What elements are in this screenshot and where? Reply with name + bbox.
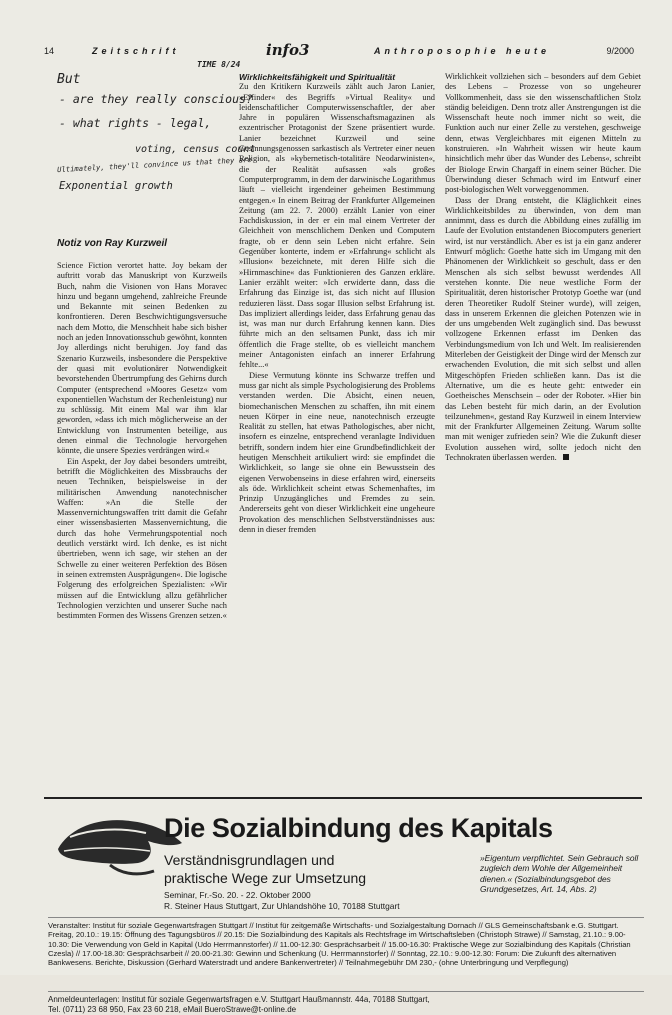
header-left-text: Zeitschrift <box>92 46 180 56</box>
magazine-logo: info3 <box>266 41 310 59</box>
section-subtitle: Wirklichkeitsfähigkeit und Spiritualität <box>239 72 396 82</box>
ad-quote <box>480 853 640 895</box>
ad-quote-text: »Eigentum verpflichtet. Sein Gebrauch soll zugleich dem Wohle der Allgemeinheit dienen.« (Sozialbindungsgebot des Grundgesetzes, Art. 14, Abs. 2) <box>480 853 639 895</box>
note-line: - are they really conscious? <box>59 92 253 106</box>
middle-column <box>239 72 435 535</box>
paragraph: Ein Aspekt, der Joy dabei besonders umtreibt, betrifft die Möglichkeiten des Missbrauchs der neuen Techniken, beispielsweise in der militärischen Anwendung nanotechnischer Waffen: »An die Stelle der Massenvernichtungswaffen tritt damit die Gefahr einer wissensbasierten Massenvernichtung, die durch das hohe Vermehrungspotential noch deutlich verstärkt wird. Ich denke, es ist nicht übertrieben, wenn ich sage, wir stehen an der Schwelle zu einer weiteren Perfektion des Bösen in seinen extremsten Ausprägungen«. Die logische Folgerung des erfolgreichen Spezialisten: »Wir müssen auf die Entwicklung allzu gefährlicher Technologien verzichten und unserer Suche nach bestimmten Formen des Wissens Grenzen setzen.« <box>57 456 227 621</box>
page-header <box>44 41 634 60</box>
note-line: Ultimately, they'll convince us that they are <box>56 154 252 175</box>
ad-contact-line: Anmeldeunterlagen: Institut für soziale Gegenwartsfragen e.V. Stuttgart Haußmannstr. 44a, 70188 Stuttgart, <box>48 995 430 1004</box>
ad-location: R. Steiner Haus Stuttgart, Zur Uhlandshöhe 10, 70188 Stuttgart <box>164 900 400 911</box>
note-line: But <box>57 72 81 87</box>
advertisement <box>44 797 642 1014</box>
ad-contact-line: Tel. (0711) 23 68 950, Fax 23 60 218, eMail BueroStrawe@t-online.de <box>48 1005 297 1014</box>
header-right-text: Anthroposophie heute <box>374 46 550 56</box>
paragraph <box>445 196 641 464</box>
page-number: 14 <box>44 46 55 56</box>
paragraph-text: Dass der Drang entsteht, die Kläglichkeit eines Wirklichkeitsbildes zu überwinden, von dem man annimmt, dass es durch die Abbildung eines zufällig im Laufe der Evolution entstandenen Biocomputers generiert wird, ist nur verständlich. Aber es ist ja ein ganz anderer Entwurf möglich: Goethe hatte sich im Umgang mit den Phänomenen der Wirklichkeit so geschult, dass er den Menschen als sich selbst bewusst werdendes All verstehen konnte. Die neue westliche Form der Spiritualität, deren historischer Prototyp Goethe war (und deren Theoretiker Rudolf Steiner wurde), will zeigen, dass in unserem Erkennen die gleichen Potenzen wie in der uns umgebenden Welt zugänglich sind. Das bewusst vollzogene Erkennen erfasst im Denken das Verbindungsmedium von Ich und Welt. Im realisierenden Miterleben der Geistigkeit der Dinge wird der Mensch zur erwachenden Evolution, die mit sich selbst und allen Mitgeschöpfen Frieden schließen kann. Das ist die Alternative, um die es heute geht: entweder ein Goetheisches Menschsein – oder der Roboter. »Hier bin das Leben besteht für mich darin, an der Evolution teilzunehmen«, gestand Ray Kurzweil in einem Interview mit der Frankfurter Allgemeinen Zeitung. Warum sollte man mit weniger zufrieden sein? Wie die Zukunft dieser Evolution aussehen wird, sollte jedoch nicht den Technokraten überlassen werden. <box>445 195 641 462</box>
paragraph: Wirklichkeit vollziehen sich – besonders auf dem Gebiet des Lebens – Prozesse von so ungeheurer Vollkommenheit, dass sie den wissenschaftlichen Stolz ständig beleidigen. Denn trotz aller Anstrengungen ist die Wissenschaft heute noch immer nicht so weit, die Funktion auch nur einer Zelle zu verstehen, geschweige denn, etwas Vergleichbares mit eigenen Mitteln zu konstruieren. »In Wahrheit wissen wir heute kaum hinsichtlich mehr über das Wunder des Lebens«, schreibt der Biologe Erwin Chargaff in einem seiner Bücher. Die Überwindung dieser Schmach wird im Entwurf einer post-biologischen Welt vorweggenommen. <box>445 72 641 195</box>
note-corner-text: TIME 8/24 <box>197 60 241 69</box>
paragraph: Diese Vermutung könnte ins Schwarze treffen und muss gar nicht als simple Psychologisierung des Problems verstanden werden. Die Absicht, einen neuen, biomechanischen Menschen zu schaffen, ihn mit einem neuen Körper in eine neue, nanotechnisch erzeugte Realität zu stellen, hat etwas Pathologisches, aber nicht, insofern es einzelne, entsprechend veranlagte Individuen betrifft, sondern indem hier eine Grundbefindlichkeit der heutigen Menschheit artikuliert wird: sie empfindet die Wirklichkeit, so lange sie ohne ein Bewusstsein des eigenen Verwobenseins in diese erfahren wird, einerseits als öde. Wirklichkeit scheint etwas Schemenhaftes, im Prinzip Unzugängliches und Fremdes zu sein. Andererseits geht von dieser Wirklichkeit eine ungeheure Provokation des menschlichen Selbstverständnisses aus: denn in dieser fremden <box>239 370 435 535</box>
ad-subtitle <box>164 851 366 887</box>
paragraph: Science Fiction verortet hatte. Joy bekam der auftritt vorab das Manuskript von Kurzweils Buch, nahm die Visionen von Hans Moravec hinzu und begann umgehend, zahlreiche Freunde und Bekannte mit seinen Bedenken zu konfrontieren. Deren Beschwichtigungsversuche nach dem Motto, die Menschheit habe sich bisher noch an jeden Innovationsschub gewöhnt, konnten Joy allerdings nicht beruhigen. Joy fand das Szenario Kurzweils, insbesondere die Perspektive der quasi mit evolutionärer Notwendigkeit bevorstehenden Übertrumpfung des Gehirns durch Computer (entsprechend »Moores Gesetz« vom exponentiellen Wachstum der Rechenleistung) nur zu schlüssig. Mit einem Mal war ihm klar geworden, »dass ich mich möglicherweise an der Entwicklung von Instrumenten beteilige, aus denen einmal die Technologie hervorgehen könnte, die unsere Spezies verdrängen wird.« <box>57 261 227 456</box>
issue-number: 9/2000 <box>606 46 634 56</box>
ad-program: Veranstalter: Institut für soziale Gegenwartsfragen Stuttgart // Institut für zeitgemäße Wirtschafts- und Sozialgestaltung Dornach // GLS Gemeinschaftsbank e.G. Stuttgart. Freitag, 20.10.: 19.15: Öffnung des Tagungsbüros // 20.15: Die Sozialbindung des Kapitals als Rechtsfrage im Wirtschaftsleben (Christoph Strawe) // Samstag, 21.10.: 9.00-10.30: Die Verwendung von Geld in Kapital (Udo Herrmannstorfer) // 11.00-12.30: Gesprächsarbeit // 15.00-16.30: Praktische Wege zur Sozialbindung des Kapitals (Christian Czesla) // 17.00-18.30: Gesprächsarbeit // 20.00-21.30: Gewinn und Schenkung (U. Herrmannstorfer) // Sonntag, 22.10.: 9.00-12.30: Forum: Die Zukunft des alternativen Bankwesens. Berichte, Diskussion (Gerhard Waterstradt und andere Bankenvertreter) // Teilnahmegebühr DM 230,- (ohne Unterbringung und Verpflegung) <box>48 917 644 967</box>
ad-contact <box>48 991 644 1015</box>
left-column <box>57 261 227 621</box>
ad-event-details <box>164 890 400 911</box>
ad-subtitle-line: Verständnisgrundlagen und <box>164 852 335 868</box>
ad-date: Seminar, Fr.-So. 20. - 22. Oktober 2000 <box>164 890 311 900</box>
end-mark-icon <box>563 454 569 460</box>
note-line: voting, census count <box>135 144 256 155</box>
ad-title: Die Sozialbindung des Kapitals <box>164 813 553 843</box>
handwritten-note <box>56 60 256 202</box>
ad-subtitle-line: praktische Wege zur Umsetzung <box>164 870 367 886</box>
paragraph: Zu den Kritikern Kurzweils zählt auch Jaron Lanier, »Erfinder« des Begriffs »Virtual Reality« und leidenschaftlicher Computerwissenschaftler, der aber Jahre in populären Wissenschaftsmagazinen als exzentrischer Protagonist der Szene präsentiert wurde. Lanier bezeichnet Kurzweil und seine Gesinnungsgenossen sarkastisch als Vertreter einer neuen Religion, als »kybernetisch-totalitäre Neodarwinisten«, die der Realität aufsassen »als großes Computerprogramm, in dem der darwinische Logarithmus läuft – vielleicht irgendeiner geheimen Bestimmung entgegen.« In einem Beitrag der Frankfurter Allgemeinen Zeitung (am 22. 7. 2000) erzählt Lanier von einer Fachdiskussion, in der er ein mal einem Vertreter der Gleichheit von menschlichem Denken und Computern fragte, ob er denn sein Leben nicht erfahre. Sein Gegenüber konterte, indem er »Erfahrung« schlicht als »Illusion« bezeichnete, mit deren Hilfe sich die »Hirnmaschine« das Funktionieren des Ganzen erkläre. Lanier erzählt weiter: »Ich erwiderte dann, dass die Erfahrung das Einzige ist, das sich nicht auf Illusion reduzieren lässt. Dass sogar Illusion selbst Erfahrung ist. Das impliziert allerdings leider, dass Erfahrung genau das ist, was man nur durch Erfahrung kennen kann. Dies führte mich an den seltsamen Punkt, dass ich mir öffentlich die Frage stellte, ob es vielleicht manchem meiner Antagonisten einfach an innerer Erfahrung fehlte...« <box>239 82 435 370</box>
note-line: Exponential growth <box>59 180 173 192</box>
article-section-title: Notiz von Ray Kurzweil <box>57 238 168 249</box>
right-column <box>445 72 641 463</box>
note-line: - what rights - legal, <box>59 116 212 130</box>
